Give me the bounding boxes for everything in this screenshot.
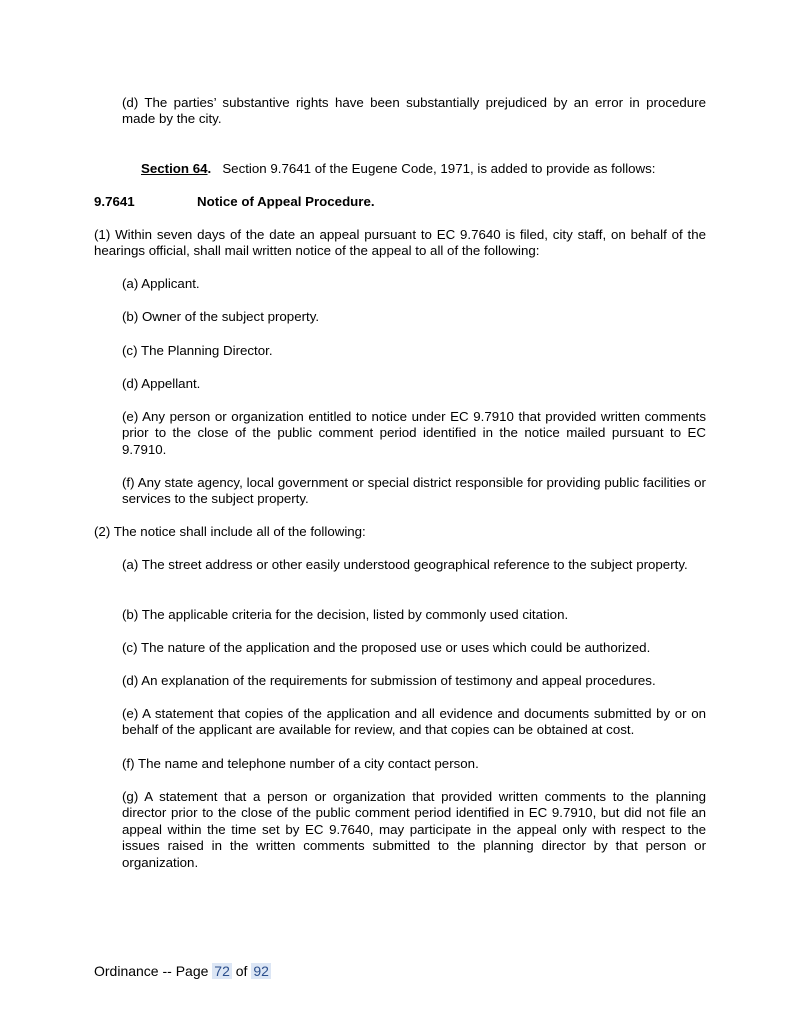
footer-of: of — [235, 963, 248, 979]
page-footer — [94, 963, 271, 979]
item-1-d: (d) Appellant. — [122, 376, 201, 391]
section-header: Section 64. Section 9.7641 of the Eugene Code, 1971, is added to provide as follows: — [141, 161, 656, 176]
section-text: Section 9.7641 of the Eugene Code, 1971, is added to provide as follows: — [222, 161, 656, 176]
item-1-b: (b) Owner of the subject property. — [122, 309, 320, 324]
paragraph-d-prior: (d) The parties’ substantive rights have been substantially prejudiced by an error in procedure made by the city. — [122, 95, 706, 127]
item-2-g: (g) A statement that a person or organization that provided written comments to the planning director prior to the close of the public comment period identified in EC 9.7910, but did not file an appeal within the time set by EC 9.7640, may participate in the appeal only with respect to the issues raised in the written comments submitted to the planning director by that person or organization. — [122, 789, 706, 870]
item-1-a: (a) Applicant. — [122, 276, 200, 291]
item-1-f: (f) Any state agency, local government or special district responsible for providing public facilities or services to the subject property. — [122, 475, 706, 507]
item-2-f: (f) The name and telephone number of a city contact person. — [122, 756, 479, 771]
item-2-e: (e) A statement that copies of the application and all evidence and documents submitted by or on behalf of the applicant are available for review, and that copies can be obtained at cost. — [122, 706, 706, 738]
item-1: (1) Within seven days of the date an appeal pursuant to EC 9.7640 is filed, city staff, on behalf of the hearings official, shall mail written notice of the appeal to all of the following: — [94, 227, 706, 259]
item-1-c: (c) The Planning Director. — [122, 343, 273, 358]
item-2-c: (c) The nature of the application and the proposed use or uses which could be authorized. — [122, 640, 651, 655]
footer-page-number: 72 — [214, 963, 230, 979]
heading-title: Notice of Appeal Procedure. — [197, 194, 375, 209]
item-2-d: (d) An explanation of the requirements for submission of testimony and appeal procedures. — [122, 673, 656, 688]
footer-prefix: Ordinance -- Page — [94, 963, 209, 979]
item-2-b: (b) The applicable criteria for the decision, listed by commonly used citation. — [122, 607, 569, 622]
item-1-e: (e) Any person or organization entitled to notice under EC 9.7910 that provided written comments prior to the close of the public comment period identified in the notice mailed pursuant to EC 9.7910. — [122, 409, 706, 457]
footer-page-total: 92 — [253, 963, 269, 979]
heading-number: 9.7641 — [94, 194, 135, 209]
section-label: Section 64 — [141, 161, 208, 176]
item-2-a: (a) The street address or other easily understood geographical reference to the subject property. — [122, 557, 688, 572]
item-2: (2) The notice shall include all of the following: — [94, 524, 366, 539]
